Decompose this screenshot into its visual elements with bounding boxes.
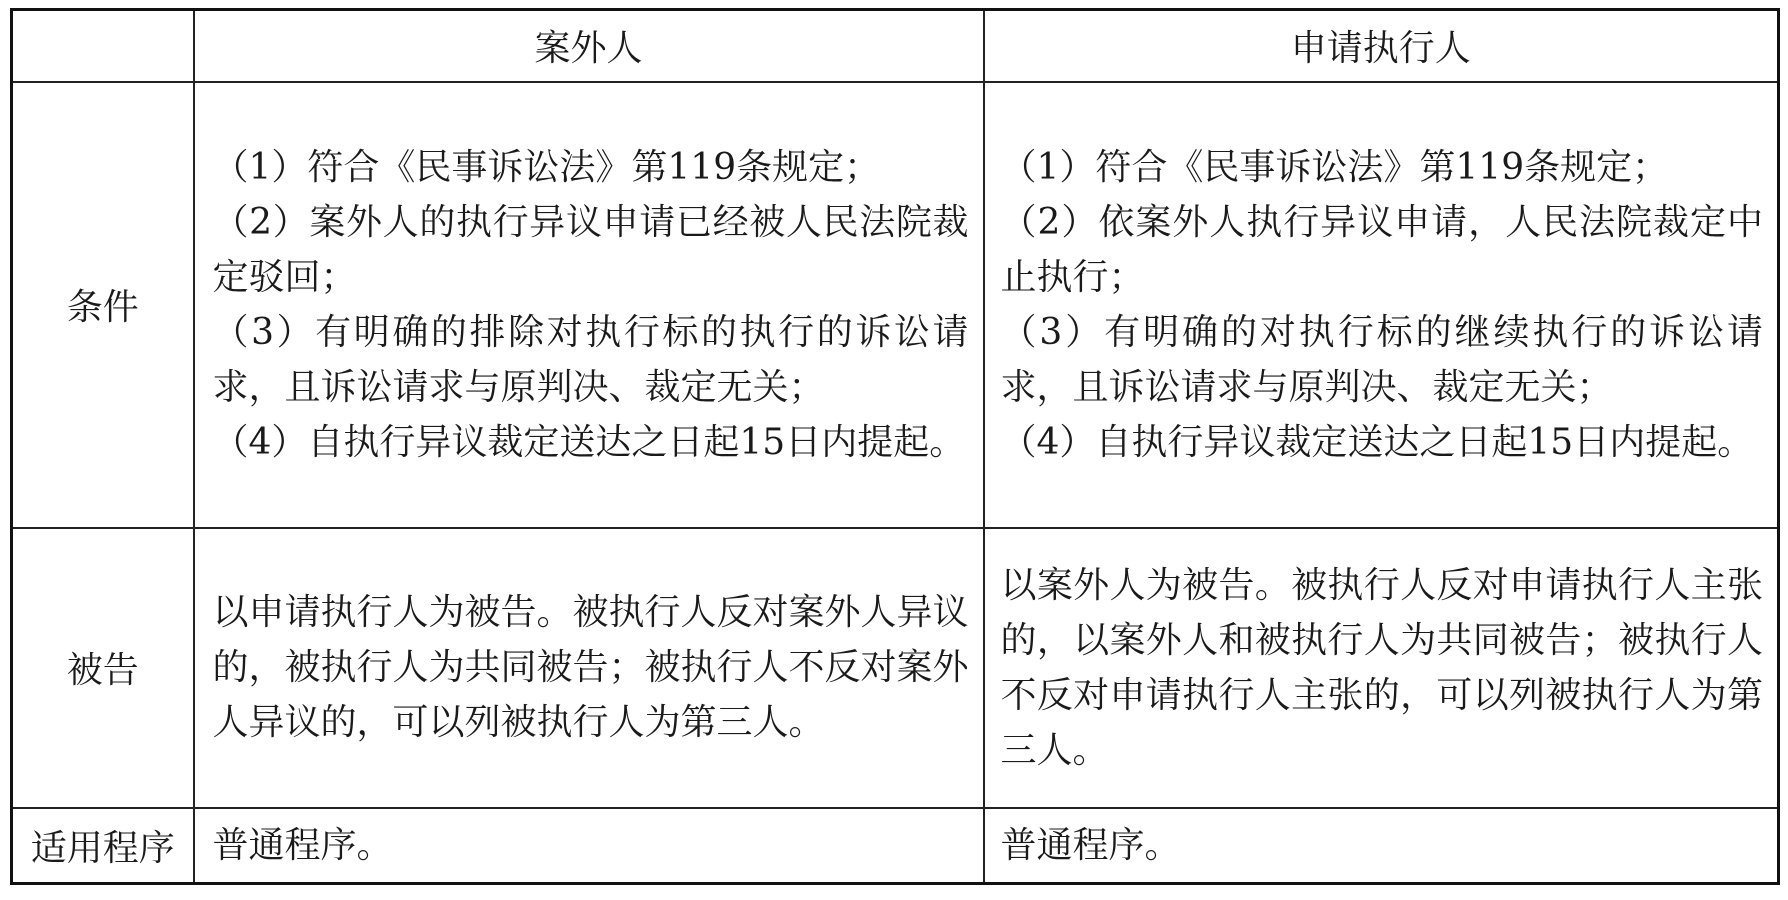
procedure-text: 普通程序。	[1000, 824, 1181, 866]
condition-item: （2）案外人的执行异议申请已经被人民法院裁定驳回；	[212, 201, 969, 298]
header-applicant: 申请执行人	[984, 10, 1779, 82]
comparison-table-wrapper	[10, 8, 1780, 885]
table-row-conditions	[12, 82, 1779, 528]
condition-item: （4）自执行异议裁定送达之日起15日内提起。	[1000, 421, 1754, 463]
condition-item: （3）有明确的对执行标的继续执行的诉讼请求，且诉讼请求与原判决、裁定无关；	[1000, 311, 1763, 408]
cell-procedure-applicant	[984, 808, 1779, 884]
cell-procedure-third-party	[194, 808, 984, 884]
condition-item: （1）符合《民事诉讼法》第119条规定；	[212, 146, 881, 188]
condition-item: （3）有明确的排除对执行标的执行的诉讼请求，且诉讼请求与原判决、裁定无关；	[212, 311, 969, 408]
cell-conditions-applicant	[984, 82, 1779, 528]
condition-item: （2）依案外人执行异议申请，人民法院裁定中止执行；	[1000, 201, 1763, 298]
header-corner	[12, 10, 194, 82]
defendant-text: 以案外人为被告。被执行人反对申请执行人主张的，以案外人和被执行人为共同被告；被执行人不反对申请执行人主张的，可以列被执行人为第三人。	[1000, 564, 1763, 771]
header-row	[12, 10, 1779, 82]
cell-defendant-third-party	[194, 528, 984, 808]
condition-item: （4）自执行异议裁定送达之日起15日内提起。	[212, 421, 966, 463]
cell-defendant-applicant	[984, 528, 1779, 808]
header-third-party: 案外人	[194, 10, 984, 82]
defendant-text: 以申请执行人为被告。被执行人反对案外人异议的，被执行人为共同被告；被执行人不反对案外人异议的，可以列被执行人为第三人。	[212, 592, 969, 743]
comparison-table	[10, 8, 1780, 885]
row-label-conditions: 条件	[12, 82, 194, 528]
row-label-defendant: 被告	[12, 528, 194, 808]
table-row-procedure	[12, 808, 1779, 884]
row-label-procedure: 适用程序	[12, 808, 194, 884]
condition-item: （1）符合《民事诉讼法》第119条规定；	[1000, 146, 1669, 188]
cell-conditions-third-party	[194, 82, 984, 528]
table-row-defendant	[12, 528, 1779, 808]
procedure-text: 普通程序。	[212, 824, 393, 866]
